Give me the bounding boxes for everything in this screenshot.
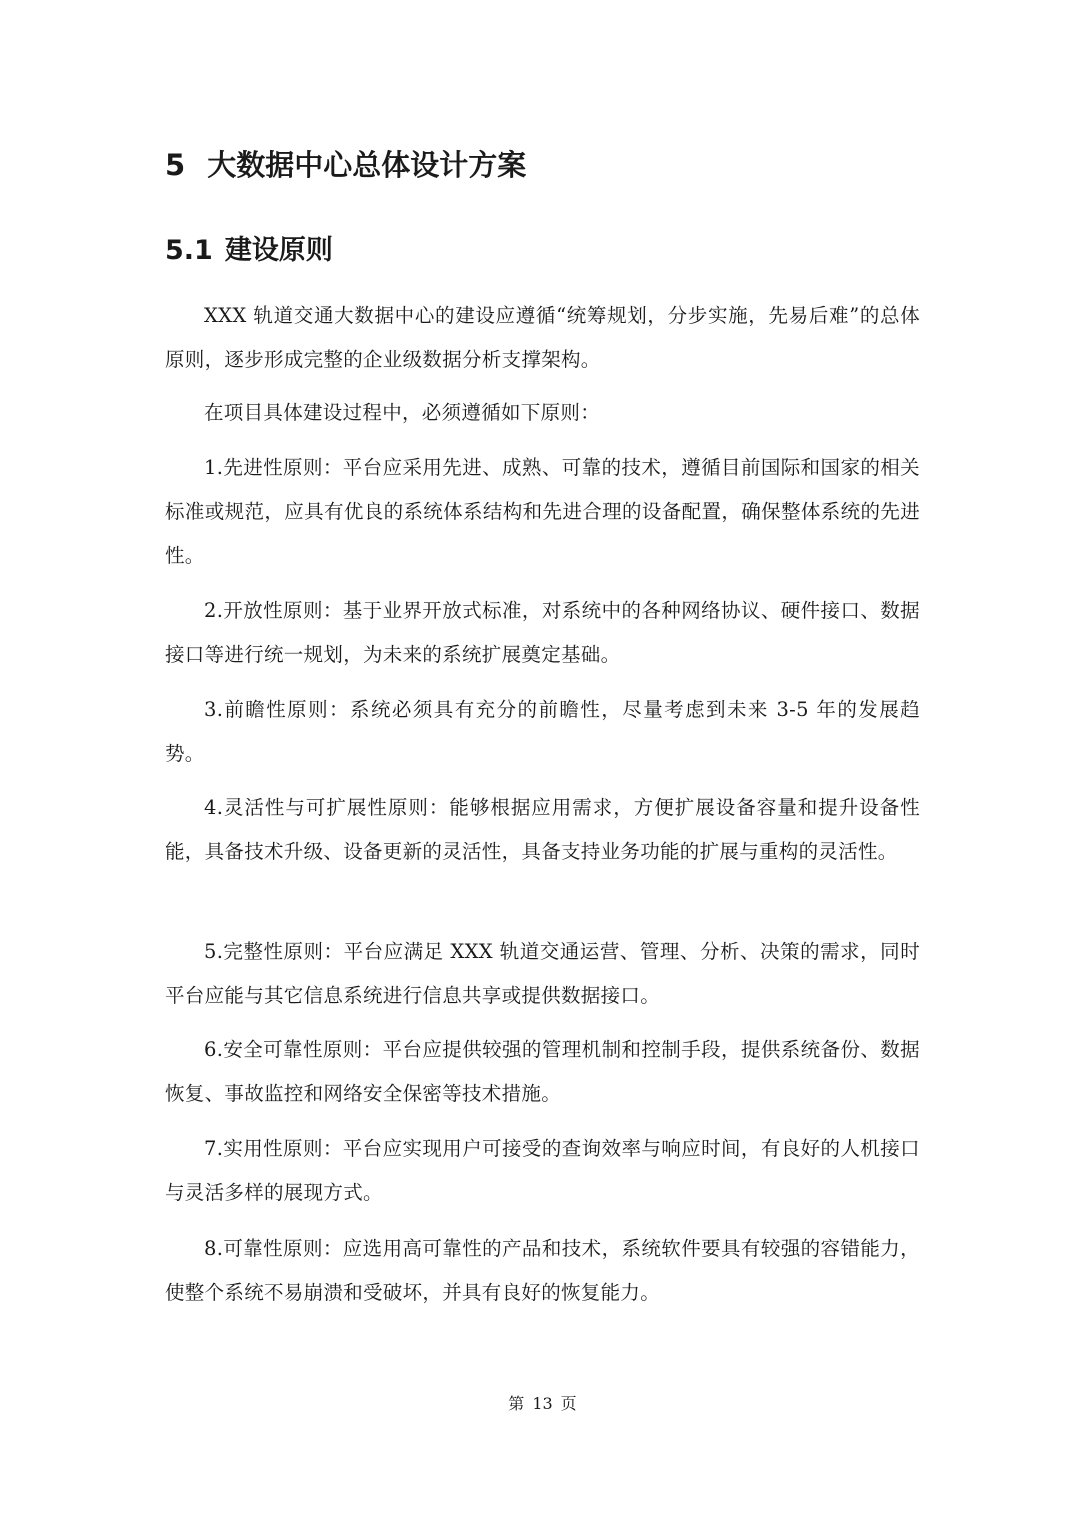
paragraph-principle-7: 7.实用性原则：平台应实现用户可接受的查询效率与响应时间，有良好的人机接口与灵活多样的展现方式。 (165, 1137, 920, 1204)
paragraph-principle-5: 5.完整性原则：平台应满足 XXX 轨道交通运营、管理、分析、决策的需求，同时平台应能与其它信息系统进行信息共享或提供数据接口。 (165, 940, 920, 1007)
page-footer (165, 1392, 920, 1416)
section-title-text: 建设原则 (224, 235, 333, 266)
paragraph-intro: XXX 轨道交通大数据中心的建设应遵循“统筹规划，分步实施，先易后难”的总体原则，逐步形成完整的企业级数据分析支撑架构。 (165, 304, 920, 371)
paragraph-lead: 在项目具体建设过程中，必须遵循如下原则： (204, 401, 601, 424)
document-page (165, 0, 920, 1527)
paragraph-principle-6: 6.安全可靠性原则：平台应提供较强的管理机制和控制手段，提供系统备份、数据恢复、事故监控和网络安全保密等技术措施。 (165, 1038, 920, 1105)
paragraph-principle-3: 3.前瞻性原则：系统必须具有充分的前瞻性，尽量考虑到未来 3-5 年的发展趋势。 (165, 698, 920, 765)
paragraph-principle-4: 4.灵活性与可扩展性原则：能够根据应用需求，方便扩展设备容量和提升设备性能，具备技术升级、设备更新的灵活性，具备支持业务功能的扩展与重构的灵活性。 (165, 796, 920, 863)
section-number: 5.1 (165, 235, 213, 266)
chapter-number: 5 (165, 148, 186, 182)
footer-suffix: 页 (560, 1394, 577, 1413)
paragraph-principle-2: 2.开放性原则：基于业界开放式标准，对系统中的各种网络协议、硬件接口、数据接口等进行统一规划，为未来的系统扩展奠定基础。 (165, 599, 920, 666)
page-number: 13 (532, 1394, 553, 1413)
section-title (165, 229, 333, 273)
footer-prefix: 第 (508, 1394, 525, 1413)
paragraph-principle-8: 8.可靠性原则：应选用高可靠性的产品和技术，系统软件要具有较强的容错能力，使整个系统不易崩溃和受破坏，并具有良好的恢复能力。 (165, 1237, 920, 1304)
chapter-title (165, 143, 526, 187)
chapter-title-text: 大数据中心总体设计方案 (207, 148, 527, 182)
paragraph-principle-1: 1.先进性原则：平台应采用先进、成熟、可靠的技术，遵循目前国际和国家的相关标准或规范，应具有优良的系统体系结构和先进合理的设备配置，确保整体系统的先进性。 (165, 456, 920, 567)
